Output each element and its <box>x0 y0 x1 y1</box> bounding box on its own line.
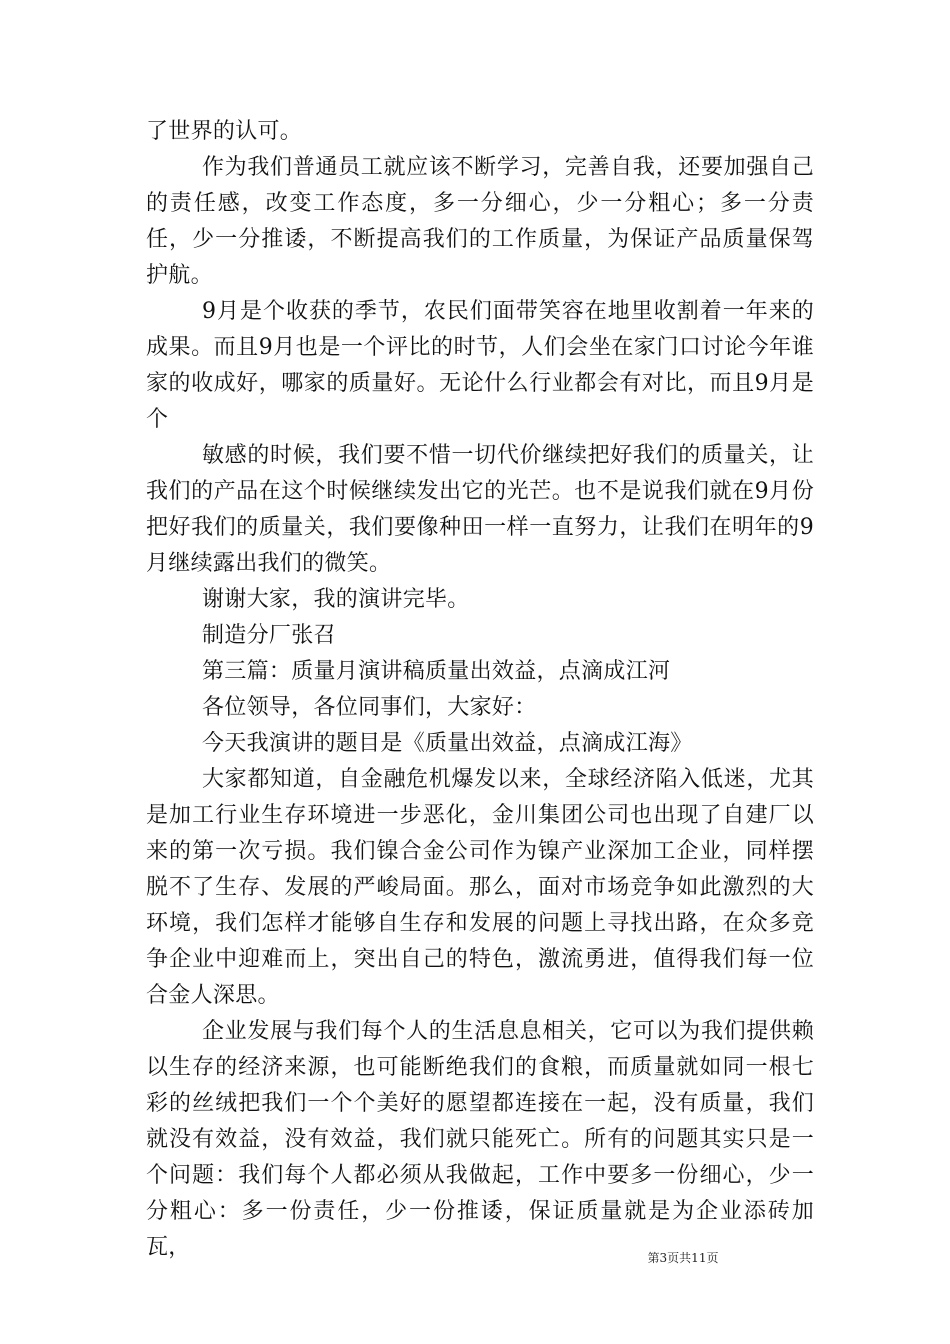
page-footer <box>0 1250 950 1266</box>
greeting: 各位领导，各位同事们，大家好： <box>202 695 537 720</box>
paragraph-4: 敏感的时候，我们要不惜一切代价继续把好我们的质量关，让我们的产品在这个时候继续发出它的光芒。也不是说我们就在9月份把好我们的质量关，我们要像种田一样一直努力，让我们在明年的9月继续露出我们的微笑。 <box>146 443 814 576</box>
paragraph-2: 作为我们普通员工就应该不断学习，完善自我，还要加强自己的责任感，改变工作态度，多一分细心，少一分粗心；多一分责任，少一分推诿，不断提高我们的工作质量，为保证产品质量保驾护航。 <box>146 155 814 288</box>
paragraph-5: 谢谢大家，我的演讲完毕。 <box>202 587 470 612</box>
paragraph-11: 企业发展与我们每个人的生活息息相关，它可以为我们提供赖以生存的经济来源，也可能断绝我们的食粮，而质量就如同一根七彩的丝绒把我们一个个美好的愿望都连接在一起，没有质量，我们就没有效益，没有效益，我们就只能死亡。所有的问题其实只是一个问题：我们每个人都必须从我做起，工作中要多一份细心，少一分粗心：多一份责任，少一份推诿，保证质量就是为企业添砖加瓦， <box>146 1019 814 1260</box>
signature-line: 制造分厂张召 <box>202 623 336 648</box>
paragraph-1: 了世界的认可。 <box>146 119 303 144</box>
section-heading: 第三篇：质量月演讲稿质量出效益，点滴成江河 <box>202 659 671 684</box>
paragraph-10: 大家都知道，自金融危机爆发以来，全球经济陷入低迷，尤其是加工行业生存环境进一步恶化，金川集团公司也出现了自建厂以来的第一次亏损。我们镍合金公司作为镍产业深加工企业，同样摆脱不了生存、发展的严峻局面。那么，面对市场竞争如此激烈的大环境，我们怎样才能够自生存和发展的问题上寻找出路，在众多竞争企业中迎难而上，突出自己的特色，激流勇进，值得我们每一位合金人深思。 <box>146 767 814 1008</box>
speech-topic: 今天我演讲的题目是《质量出效益，点滴成江海》 <box>202 731 693 756</box>
document-body <box>146 114 814 1266</box>
paragraph-3: 9月是个收获的季节，农民们面带笑容在地里收割着一年来的成果。而且9月也是一个评比的时节，人们会坐在家门口讨论今年谁家的收成好，哪家的质量好。无论什么行业都会有对比，而且9月是个 <box>146 299 814 432</box>
page-number: 第3页共11页 <box>647 1251 719 1265</box>
